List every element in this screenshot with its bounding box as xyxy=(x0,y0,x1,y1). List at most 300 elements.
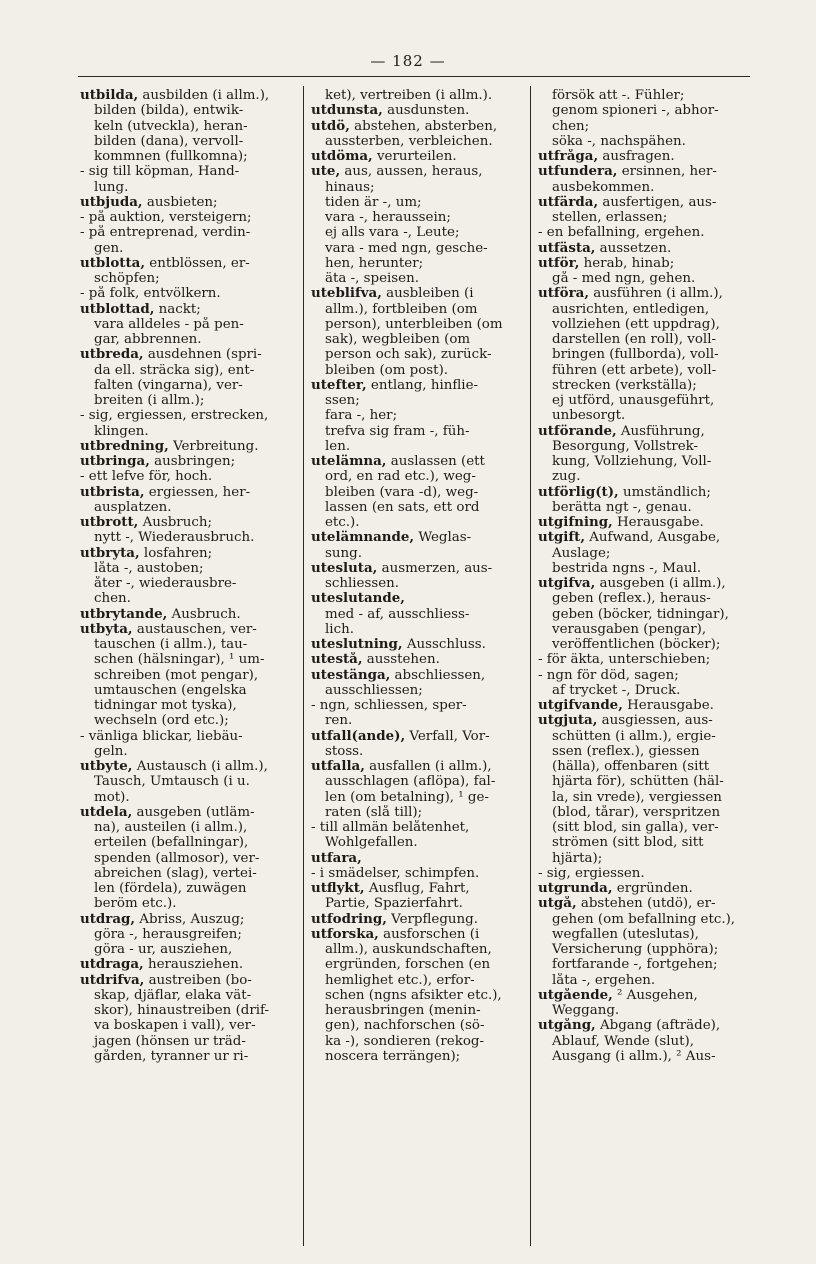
entry-line xyxy=(80,408,306,423)
entry-line xyxy=(538,393,764,408)
entry-line xyxy=(311,195,537,210)
entry-line xyxy=(538,271,764,286)
definition-text: Ausführung, xyxy=(616,423,705,439)
headword: utgifvande, xyxy=(538,698,623,713)
definition-text: Herausgabe. xyxy=(622,698,714,713)
entry-line xyxy=(311,485,537,500)
entry-line xyxy=(311,805,537,820)
definition-text: tiden är -, um; xyxy=(325,194,422,210)
definition-text: abreichen (slag), vertei- xyxy=(94,865,257,881)
definition-text: fara -, her; xyxy=(325,408,398,424)
headword: utfråga, xyxy=(538,149,599,164)
entry-line xyxy=(311,561,537,576)
definition-text: bleiben (vara -d), weg- xyxy=(325,484,479,500)
entry-line xyxy=(80,851,306,866)
definition-text: raten (slå till); xyxy=(325,804,423,820)
definition-text: la, sin vrede), vergiessen xyxy=(552,789,722,805)
entry-line xyxy=(311,286,537,301)
headword: utbilda, xyxy=(80,88,139,103)
headword: utfara, xyxy=(311,850,362,866)
entry-line xyxy=(80,652,306,667)
definition-text: zug. xyxy=(552,469,581,485)
dictionary-column-2 xyxy=(311,88,537,1064)
definition-text: ausgeben (utläm- xyxy=(132,804,255,820)
definition-text: Austausch (i allm.), xyxy=(132,759,268,774)
entry-line xyxy=(80,637,306,652)
definition-text: auslassen (ett xyxy=(386,454,485,469)
definition-text: genom spioneri -, abhor- xyxy=(552,103,719,119)
definition-text: abstehen (utdö), er- xyxy=(576,896,716,912)
entry-line xyxy=(80,439,306,454)
entry-line xyxy=(311,957,537,972)
entry-line xyxy=(311,668,537,683)
definition-text: hen, herunter; xyxy=(325,255,424,271)
definition-text: vollziehen (ett uppdrag), xyxy=(552,316,720,332)
entry-line xyxy=(311,149,537,164)
entry-line xyxy=(80,973,306,988)
definition-text: ausbleiben (i xyxy=(381,286,474,302)
headword: utdrag, xyxy=(80,911,136,927)
entry-line xyxy=(538,576,764,591)
entry-line xyxy=(538,591,764,606)
headword: utdunsta, xyxy=(311,103,383,119)
entry-line xyxy=(80,820,306,835)
entry-line xyxy=(80,561,306,576)
definition-text: abschliessen, xyxy=(390,667,486,683)
entry-line xyxy=(80,256,306,271)
definition-text: Verpflegung. xyxy=(386,911,478,927)
definition-text: mot). xyxy=(94,789,130,805)
definition-text: stoss. xyxy=(325,743,364,759)
entry-line xyxy=(311,347,537,362)
entry-line xyxy=(311,119,537,134)
definition-text: beröm etc.). xyxy=(94,896,177,912)
entry-line xyxy=(80,668,306,683)
definition-text: entlang, hinflie- xyxy=(366,377,479,393)
entry-line xyxy=(80,957,306,972)
definition-text: abstehen, absterben, xyxy=(349,118,498,134)
definition-text: erteilen (befallningar), xyxy=(94,835,249,851)
entry-line xyxy=(311,622,537,637)
definition-text: gen), nachforschen (sö- xyxy=(325,1018,485,1034)
definition-text: af trycket -, Druck. xyxy=(552,682,681,698)
definition-text: nytt -, Wiederausbruch. xyxy=(94,530,255,546)
definition-text: göra - ur, ausziehen, xyxy=(94,942,233,957)
definition-text: Ausbruch. xyxy=(167,606,241,622)
entry-line xyxy=(80,195,306,210)
entry-line xyxy=(311,546,537,561)
entry-line xyxy=(80,225,306,240)
entry-line xyxy=(538,515,764,530)
definition-text: allm.), fortbleiben (om xyxy=(325,301,478,317)
definition-text: lung. xyxy=(94,179,129,195)
entry-line xyxy=(538,652,764,667)
definition-text: bleiben (om post). xyxy=(325,362,449,378)
definition-text: skap, djäflar, elaka vät- xyxy=(94,987,252,1003)
definition-text: - på auktion, versteigern; xyxy=(80,210,252,225)
entry-line xyxy=(538,1018,764,1033)
definition-text: bestrida ngns -, Maul. xyxy=(552,560,702,576)
definition-text: gå - med ngn, gehen. xyxy=(552,271,696,286)
entry-line xyxy=(538,530,764,545)
definition-text: låta -, austoben; xyxy=(94,560,204,576)
definition-text: geln. xyxy=(94,743,128,759)
headword: utgifning, xyxy=(538,515,613,530)
definition-text: hemlighet etc.), erfor- xyxy=(325,972,475,988)
definition-text: geben (reflex.), heraus- xyxy=(552,591,711,607)
definition-text: spenden (allmosor), ver- xyxy=(94,850,260,866)
definition-text: ergründen. xyxy=(612,881,693,896)
entry-line xyxy=(538,485,764,500)
definition-text: unbesorgt. xyxy=(552,408,626,424)
entry-line xyxy=(538,927,764,942)
entry-line xyxy=(538,241,764,256)
definition-text: herab, hinab; xyxy=(579,255,675,271)
definition-text: låta -, ergehen. xyxy=(552,972,656,988)
entry-line xyxy=(538,210,764,225)
definition-text: gården, tyranner ur ri- xyxy=(94,1048,249,1064)
entry-line xyxy=(80,302,306,317)
dictionary-column-3 xyxy=(538,88,764,1064)
definition-text: Verfall, Vor- xyxy=(405,728,490,744)
definition-text: - på folk, entvölkern. xyxy=(80,286,221,302)
entry-line xyxy=(311,408,537,423)
definition-text: herausbringen (menin- xyxy=(325,1003,481,1018)
entry-line xyxy=(311,1003,537,1018)
definition-text: len. xyxy=(325,438,351,454)
definition-text: ausfertigen, aus- xyxy=(598,194,717,210)
entry-line xyxy=(80,942,306,957)
definition-text: hinaus; xyxy=(325,179,375,195)
headword: utbryta, xyxy=(80,545,140,561)
entry-line xyxy=(538,363,764,378)
headword: uteslutande, xyxy=(311,591,405,607)
definition-text: ausgeben (i allm.), xyxy=(595,576,726,591)
definition-text: vara alldeles - på pen- xyxy=(94,316,244,332)
definition-text: Tausch, Umtausch (i u. xyxy=(94,774,250,790)
definition-text: berätta ngt -, genau. xyxy=(552,499,692,515)
entry-line xyxy=(80,347,306,362)
definition-text: strecken (verkställa); xyxy=(552,377,697,393)
entry-line xyxy=(538,149,764,164)
definition-text: ausbilden (i allm.), xyxy=(138,88,270,103)
definition-text: falten (vingarna), ver- xyxy=(94,377,243,393)
definition-text: da ell. sträcka sig), ent- xyxy=(94,362,255,378)
headword: utbringa, xyxy=(80,454,150,469)
entry-line xyxy=(80,759,306,774)
definition-text: allm.), auskundschaften, xyxy=(325,942,492,957)
definition-text: schreiben (mot pengar), xyxy=(94,667,259,683)
definition-text: - sig till köpman, Hand- xyxy=(80,164,240,180)
entry-line xyxy=(80,866,306,881)
definition-text: - för äkta, unterschieben; xyxy=(538,652,711,668)
definition-text: gar, abbrennen. xyxy=(94,332,202,347)
definition-text: Ausgang (i allm.), ² Aus- xyxy=(552,1048,716,1064)
entry-line xyxy=(311,302,537,317)
headword: utdela, xyxy=(80,804,133,820)
entry-line xyxy=(538,317,764,332)
definition-text: austreiben (bo- xyxy=(144,972,252,988)
headword: utgång, xyxy=(538,1018,596,1034)
definition-text: aussetzen. xyxy=(595,240,672,256)
entry-line xyxy=(80,500,306,515)
definition-text: verurteilen. xyxy=(372,149,457,164)
entry-line xyxy=(311,210,537,225)
entry-line xyxy=(80,576,306,591)
entry-line xyxy=(80,180,306,195)
entry-line xyxy=(538,180,764,195)
entry-line xyxy=(80,729,306,744)
entry-line xyxy=(311,256,537,271)
entry-line xyxy=(80,1018,306,1033)
entry-line xyxy=(538,607,764,622)
definition-text: Ausbruch; xyxy=(138,515,212,530)
headword: utdö, xyxy=(311,118,350,134)
definition-text: chen; xyxy=(552,118,590,134)
entry-line xyxy=(80,286,306,301)
entry-line xyxy=(80,424,306,439)
definition-text: ausbringen; xyxy=(149,454,236,469)
definition-text: va boskapen i vall), ver- xyxy=(94,1018,256,1034)
entry-line xyxy=(80,805,306,820)
definition-text: ausschlagen (aflöpa), fal- xyxy=(325,774,496,790)
definition-text: Weglas- xyxy=(414,530,472,546)
entry-line xyxy=(80,103,306,118)
entry-line xyxy=(538,698,764,713)
entry-line xyxy=(311,942,537,957)
headword: utgå, xyxy=(538,896,577,912)
entry-line xyxy=(80,469,306,484)
entry-line xyxy=(538,820,764,835)
definition-text: Versicherung (upphöra); xyxy=(552,942,719,957)
entry-line xyxy=(80,363,306,378)
definition-text: schöpfen; xyxy=(94,271,160,286)
definition-text: breiten (i allm.); xyxy=(94,393,205,408)
entry-line xyxy=(538,729,764,744)
definition-text: bilden (dana), vervoll- xyxy=(94,133,244,149)
definition-text: Auslage; xyxy=(552,545,611,561)
entry-line xyxy=(80,1003,306,1018)
entry-line xyxy=(80,393,306,408)
definition-text: geben (böcker, tidningar), xyxy=(552,606,729,622)
headword: utfärda, xyxy=(538,194,599,210)
entry-line xyxy=(538,561,764,576)
definition-text: aus, aussen, heraus, xyxy=(340,164,483,180)
definition-text: Herausgabe. xyxy=(612,515,704,530)
entry-line xyxy=(538,332,764,347)
entry-line xyxy=(538,912,764,927)
entry-line xyxy=(538,302,764,317)
headword: utfästa, xyxy=(538,240,596,256)
definition-text: schen (hälsningar), ¹ um- xyxy=(94,652,265,668)
entry-line xyxy=(311,134,537,149)
definition-text: äta -, speisen. xyxy=(325,271,419,286)
headword: utelämna, xyxy=(311,454,387,469)
entry-line xyxy=(538,622,764,637)
entry-line xyxy=(80,774,306,789)
entry-line xyxy=(311,774,537,789)
definition-text: gehen (om befallning etc.), xyxy=(552,911,736,927)
definition-text: wegfallen (uteslutas), xyxy=(552,926,699,942)
definition-text: ² Ausgehen, xyxy=(612,987,698,1003)
definition-text: schen (ngns afsikter etc.), xyxy=(325,987,502,1003)
definition-text: person och sak), zurück- xyxy=(325,347,492,363)
entry-line xyxy=(80,927,306,942)
entry-line xyxy=(538,195,764,210)
definition-text: göra -, herausgreifen; xyxy=(94,926,242,942)
definition-text: wechseln (ord etc.); xyxy=(94,713,229,729)
entry-line xyxy=(538,759,764,774)
entry-line xyxy=(538,424,764,439)
entry-line xyxy=(538,805,764,820)
header-rule xyxy=(78,76,750,77)
headword: utbrytande, xyxy=(80,606,168,622)
definition-text: nackt; xyxy=(154,301,201,317)
definition-text: ausgiessen, aus- xyxy=(597,713,713,729)
entry-line xyxy=(538,942,764,957)
entry-line xyxy=(538,866,764,881)
definition-text: bringen (fullborda), voll- xyxy=(552,347,719,363)
headword: utgrunda, xyxy=(538,881,613,896)
definition-text: veröffentlichen (böcker); xyxy=(552,637,721,652)
entry-line xyxy=(538,164,764,179)
headword: utbyte, xyxy=(80,759,133,774)
entry-line xyxy=(538,1034,764,1049)
headword: utforska, xyxy=(311,926,379,942)
entry-line xyxy=(80,530,306,545)
entry-line xyxy=(538,835,764,850)
entry-line xyxy=(538,988,764,1003)
entry-line xyxy=(311,683,537,698)
definition-text: strömen (sitt blod, sitt xyxy=(552,835,704,851)
entry-line xyxy=(80,744,306,759)
entry-line xyxy=(311,317,537,332)
entry-line xyxy=(538,1049,764,1064)
definition-text: Verbreitung. xyxy=(168,438,259,454)
entry-line xyxy=(538,790,764,805)
headword: utefter, xyxy=(311,377,367,393)
definition-text: - ngn, schliessen, sper- xyxy=(311,698,467,713)
definition-text: len (fördela), zuwägen xyxy=(94,881,247,896)
entry-line xyxy=(80,210,306,225)
definition-text: ausstehen. xyxy=(362,652,440,668)
entry-line xyxy=(311,637,537,652)
headword: utflykt, xyxy=(311,881,365,896)
definition-text: - på entreprenad, verdin- xyxy=(80,225,251,241)
headword: utbreda, xyxy=(80,347,144,363)
entry-line xyxy=(538,103,764,118)
entry-line xyxy=(311,332,537,347)
entry-line xyxy=(538,439,764,454)
entry-line xyxy=(80,896,306,911)
entry-line xyxy=(311,973,537,988)
definition-text: bilden (bilda), entwik- xyxy=(94,103,244,119)
entry-line xyxy=(311,652,537,667)
headword: utfall(ande), xyxy=(311,728,406,744)
definition-text: austauschen, ver- xyxy=(132,621,257,637)
entry-line xyxy=(311,103,537,118)
entry-line xyxy=(311,927,537,942)
headword: utblottad, xyxy=(80,301,155,317)
definition-text: aussterben, verbleichen. xyxy=(325,133,493,149)
entry-line xyxy=(538,469,764,484)
definition-text: ergiessen, her- xyxy=(144,484,251,500)
definition-text: ausfragen. xyxy=(598,149,675,164)
definition-text: Ausschluss. xyxy=(402,637,486,652)
entry-line xyxy=(311,576,537,591)
definition-text: klingen. xyxy=(94,423,149,439)
definition-text: etc.). xyxy=(325,515,360,530)
entry-line xyxy=(538,134,764,149)
entry-line xyxy=(538,637,764,652)
definition-text: lassen (en sats, ett ord xyxy=(325,499,480,515)
definition-text: losfahren; xyxy=(139,545,213,561)
definition-text: ausbekommen. xyxy=(552,179,655,195)
entry-line xyxy=(311,241,537,256)
entry-line xyxy=(80,591,306,606)
entry-line xyxy=(538,546,764,561)
definition-text: - vänliga blickar, liebäu- xyxy=(80,728,243,744)
entry-line xyxy=(538,881,764,896)
entry-line xyxy=(311,180,537,195)
entry-line xyxy=(538,713,764,728)
definition-text: ord, en rad etc.), weg- xyxy=(325,469,476,485)
entry-line xyxy=(311,378,537,393)
definition-text: vara -, heraussein; xyxy=(325,210,451,225)
entry-line xyxy=(538,683,764,698)
entry-line xyxy=(311,1049,537,1064)
definition-text: stellen, erlassen; xyxy=(552,210,668,225)
definition-text: vara - med ngn, gesche- xyxy=(325,240,488,256)
entry-line xyxy=(538,973,764,988)
entry-line xyxy=(538,88,764,103)
definition-text: åter -, wiederausbre- xyxy=(94,576,237,591)
headword: utförande, xyxy=(538,423,617,439)
entry-line xyxy=(311,729,537,744)
definition-text: ren. xyxy=(325,713,353,729)
definition-text: med - af, ausschliess- xyxy=(325,606,470,622)
entry-line xyxy=(80,881,306,896)
definition-text: ergründen, forschen (en xyxy=(325,957,491,973)
definition-text: noscera terrängen); xyxy=(325,1048,461,1064)
entry-line xyxy=(311,271,537,286)
definition-text: Aufwand, Ausgabe, xyxy=(584,530,721,546)
definition-text: - i smädelser, schimpfen. xyxy=(311,865,480,881)
definition-text: fortfarande -, fortgehen; xyxy=(552,957,718,973)
entry-line xyxy=(311,713,537,728)
headword: utbyta, xyxy=(80,621,133,637)
entry-line xyxy=(80,241,306,256)
headword: utbrista, xyxy=(80,484,145,500)
headword: utesluta, xyxy=(311,560,378,576)
definition-text: ka -), sondieren (rekog- xyxy=(325,1033,484,1049)
entry-line xyxy=(538,225,764,240)
definition-text: (sitt blod, sin galla), ver- xyxy=(552,820,719,835)
definition-text: ausplatzen. xyxy=(94,499,172,515)
entry-line xyxy=(80,912,306,927)
definition-text: jagen (hönsen ur träd- xyxy=(94,1033,246,1049)
entry-line xyxy=(311,1034,537,1049)
definition-text: ssen; xyxy=(325,393,360,408)
entry-line xyxy=(80,119,306,134)
definition-text: hjärta för), schütten (häl- xyxy=(552,774,724,790)
entry-line xyxy=(311,363,537,378)
headword: utfundera, xyxy=(538,164,618,180)
definition-text: Ablauf, Wende (slut), xyxy=(552,1033,694,1049)
definition-text: - till allmän belåtenhet, xyxy=(311,820,470,835)
headword: utbredning, xyxy=(80,438,169,454)
entry-line xyxy=(311,988,537,1003)
